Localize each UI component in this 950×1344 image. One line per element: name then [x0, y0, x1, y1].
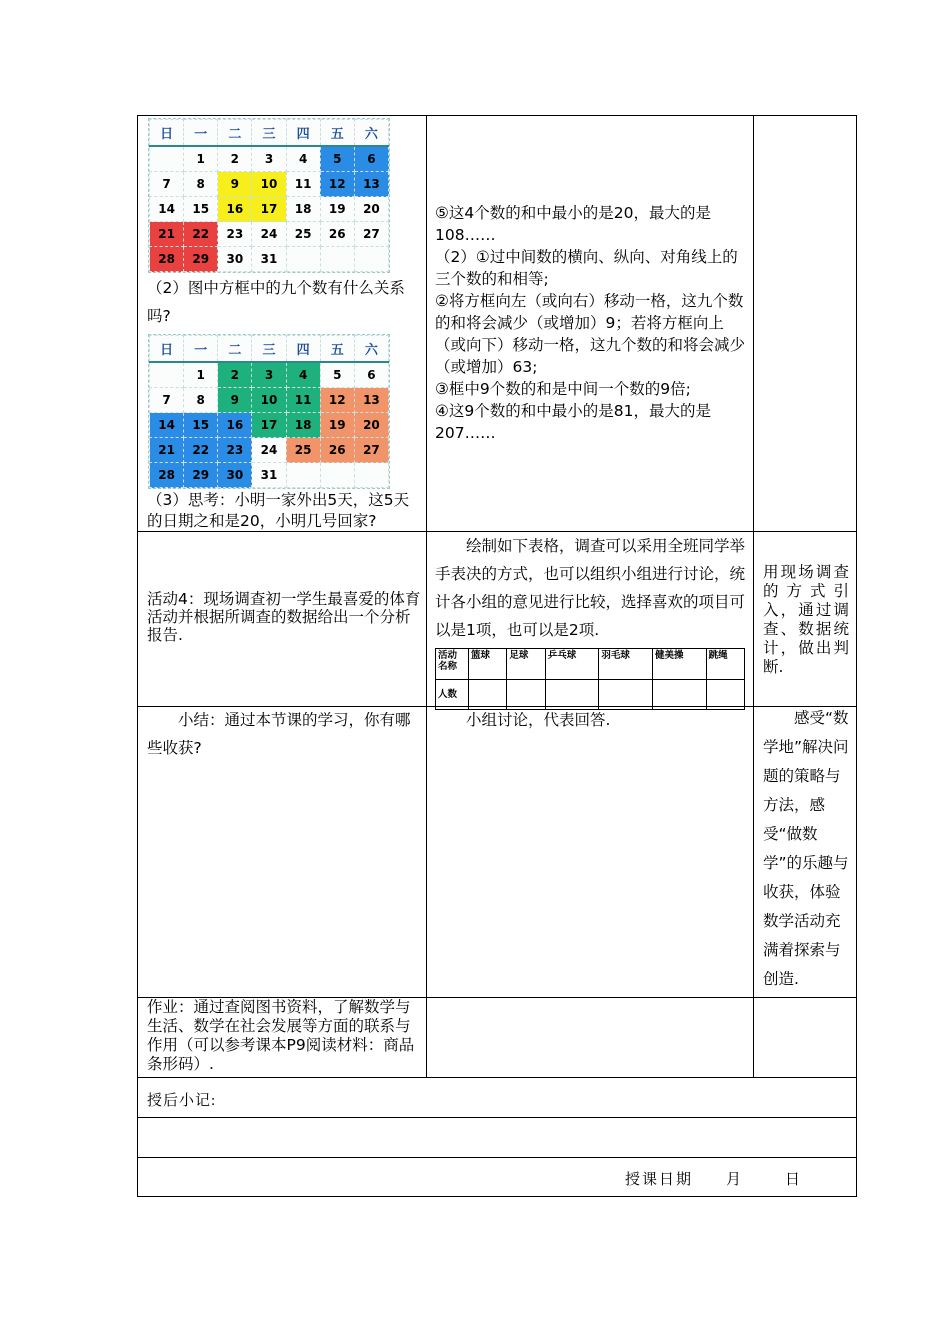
day-cell-highlighted: 28	[150, 463, 184, 488]
homework-text: 作业：通过查阅图书资料，了解数学与生活、数学在社会发展等方面的联系与作用（可以参考课本P9阅读材料：商品条形码）.	[147, 998, 415, 1073]
day-cell: 6	[354, 362, 388, 388]
day-cell: 27	[354, 222, 388, 247]
day-cell: 15	[184, 197, 218, 222]
day-cell	[150, 362, 184, 388]
table-header-cell: 活动名称	[436, 649, 469, 680]
day-cell-highlighted: 16	[218, 413, 252, 438]
table-cell	[545, 680, 599, 710]
column-divider	[426, 115, 427, 1077]
weekday-cell: 二	[218, 336, 252, 363]
table-header-cell: 篮球	[469, 649, 507, 680]
day-cell-highlighted: 20	[354, 413, 388, 438]
day-cell-highlighted: 13	[354, 172, 388, 197]
table-cell	[469, 680, 507, 710]
table-cell	[652, 680, 706, 710]
day-cell: 25	[286, 222, 320, 247]
table-header-cell: 足球	[507, 649, 545, 680]
day-cell-highlighted: 22	[184, 438, 218, 463]
day-cell-highlighted: 17	[252, 197, 286, 222]
table-row-label: 人数	[436, 680, 469, 710]
day-cell-highlighted: 4	[286, 362, 320, 388]
day-cell-highlighted: 16	[218, 197, 252, 222]
day-cell-highlighted: 15	[184, 413, 218, 438]
day-cell-highlighted: 21	[150, 222, 184, 247]
weekday-cell: 日	[150, 336, 184, 363]
day-cell-highlighted: 27	[354, 438, 388, 463]
day-cell	[286, 463, 320, 488]
day-cell-highlighted: 17	[252, 413, 286, 438]
day-cell-highlighted: 14	[150, 413, 184, 438]
day-cell	[320, 247, 354, 272]
day-cell: 11	[286, 172, 320, 197]
day-cell: 7	[150, 172, 184, 197]
day-cell-highlighted: 22	[184, 222, 218, 247]
table-header-cell: 羽毛球	[599, 649, 653, 680]
weekday-cell: 六	[354, 120, 388, 147]
day-cell-highlighted: 2	[218, 362, 252, 388]
day-cell-highlighted: 28	[150, 247, 184, 272]
weekday-cell: 一	[184, 120, 218, 147]
table-cell	[706, 680, 744, 710]
day-label: 日	[785, 1172, 801, 1188]
day-cell: 8	[184, 388, 218, 413]
calendar-figure-2	[148, 334, 390, 489]
weekday-cell: 三	[252, 120, 286, 147]
weekday-cell: 三	[252, 336, 286, 363]
day-cell: 14	[150, 197, 184, 222]
day-cell: 31	[252, 247, 286, 272]
day-cell-highlighted: 12	[320, 172, 354, 197]
teaching-date-label: 授课日期	[625, 1172, 694, 1188]
day-cell: 19	[320, 197, 354, 222]
weekday-cell: 一	[184, 336, 218, 363]
day-cell: 3	[252, 146, 286, 172]
summary-method: 小组讨论，代表回答.	[466, 711, 611, 729]
day-cell-highlighted: 3	[252, 362, 286, 388]
weekday-cell: 四	[286, 336, 320, 363]
row-divider	[137, 1077, 857, 1078]
answer-line: ⑤这4个数的和中最小的是20，最大的是108……	[435, 204, 711, 244]
day-cell-highlighted: 12	[320, 388, 354, 413]
day-cell: 8	[184, 172, 218, 197]
column-divider	[753, 115, 754, 1077]
day-cell: 2	[218, 146, 252, 172]
day-cell-highlighted: 26	[320, 438, 354, 463]
survey-instructions: 绘制如下表格，调查可以采用全班同学举手表决的方式，也可以组织小组进行讨论，统计各小组的意见进行比较，选择喜欢的项目可以是1项，也可以是2项.	[435, 537, 746, 639]
day-cell-highlighted: 21	[150, 438, 184, 463]
answer-line: ②将方框向左（或向右）移动一格，这九个数的和将会减少（或增加）9；若将方框向上（或向下）移动一格，这九个数的和将会减少（或增加）63;	[435, 292, 746, 376]
day-cell-highlighted: 29	[184, 247, 218, 272]
table-header-cell: 乒乓球	[545, 649, 599, 680]
weekday-cell: 六	[354, 336, 388, 363]
day-cell	[286, 247, 320, 272]
day-cell-highlighted: 23	[218, 438, 252, 463]
day-cell-highlighted: 29	[184, 463, 218, 488]
day-cell-highlighted: 9	[218, 172, 252, 197]
day-cell	[150, 146, 184, 172]
day-cell: 30	[218, 247, 252, 272]
day-cell-highlighted: 10	[252, 172, 286, 197]
design-intent-2: 用现场调查的方式引入，通过调查、数据统计，做出判断.	[763, 563, 849, 676]
after-class-notes-label: 授后小记:	[147, 1093, 217, 1109]
weekday-cell: 四	[286, 120, 320, 147]
day-cell-highlighted: 10	[252, 388, 286, 413]
day-cell: 20	[354, 197, 388, 222]
day-cell: 7	[150, 388, 184, 413]
row-divider	[137, 1157, 857, 1158]
day-cell-highlighted: 5	[320, 146, 354, 172]
row-divider	[137, 1117, 857, 1118]
day-cell-highlighted: 11	[286, 388, 320, 413]
day-cell: 24	[252, 438, 286, 463]
answer-line: ④这9个数的和中最小的是81，最大的是207……	[435, 402, 711, 442]
day-cell-highlighted: 30	[218, 463, 252, 488]
weekday-cell: 日	[150, 120, 184, 147]
table-cell	[507, 680, 545, 710]
answer-block	[435, 202, 747, 444]
day-cell: 24	[252, 222, 286, 247]
day-cell: 5	[320, 362, 354, 388]
answer-line: （2）①过中间数的横向、纵向、对角线上的三个数的和相等;	[435, 248, 738, 288]
day-cell: 1	[184, 146, 218, 172]
day-cell: 1	[184, 362, 218, 388]
day-cell: 26	[320, 222, 354, 247]
question-3: （3）思考：小明一家外出5天，这5天的日期之和是20，小明几号回家?	[147, 491, 410, 530]
weekday-cell: 二	[218, 120, 252, 147]
day-cell-highlighted: 13	[354, 388, 388, 413]
question-2: （2）图中方框中的九个数有什么关系吗?	[147, 279, 405, 325]
day-cell: 31	[252, 463, 286, 488]
day-cell-highlighted: 9	[218, 388, 252, 413]
design-intent-3: 感受“数学地”解决问题的策略与方法，感受“做数学”的乐趣与收获，体验数学活动充满着探索与创造.	[763, 709, 849, 988]
table-cell	[599, 680, 653, 710]
calendar-figure-1	[148, 118, 390, 273]
weekday-cell: 五	[320, 120, 354, 147]
day-cell: 23	[218, 222, 252, 247]
activity-4-text: 活动4：现场调查初一学生最喜爱的体育活动并根据所调查的数据给出一个分析报告.	[147, 590, 421, 644]
weekday-cell: 五	[320, 336, 354, 363]
day-cell-highlighted: 6	[354, 146, 388, 172]
answer-line: ③框中9个数的和是中间一个数的9倍;	[435, 380, 691, 398]
day-cell-highlighted: 19	[320, 413, 354, 438]
month-label: 月	[726, 1172, 742, 1188]
table-header-cell: 跳绳	[706, 649, 744, 680]
day-cell: 18	[286, 197, 320, 222]
day-cell	[320, 463, 354, 488]
day-cell-highlighted: 25	[286, 438, 320, 463]
survey-table	[435, 648, 745, 710]
table-header-cell: 健美操	[652, 649, 706, 680]
day-cell: 4	[286, 146, 320, 172]
day-cell	[354, 247, 388, 272]
day-cell	[354, 463, 388, 488]
day-cell-highlighted: 18	[286, 413, 320, 438]
summary-question: 小结：通过本节课的学习，你有哪些收获?	[147, 711, 411, 757]
